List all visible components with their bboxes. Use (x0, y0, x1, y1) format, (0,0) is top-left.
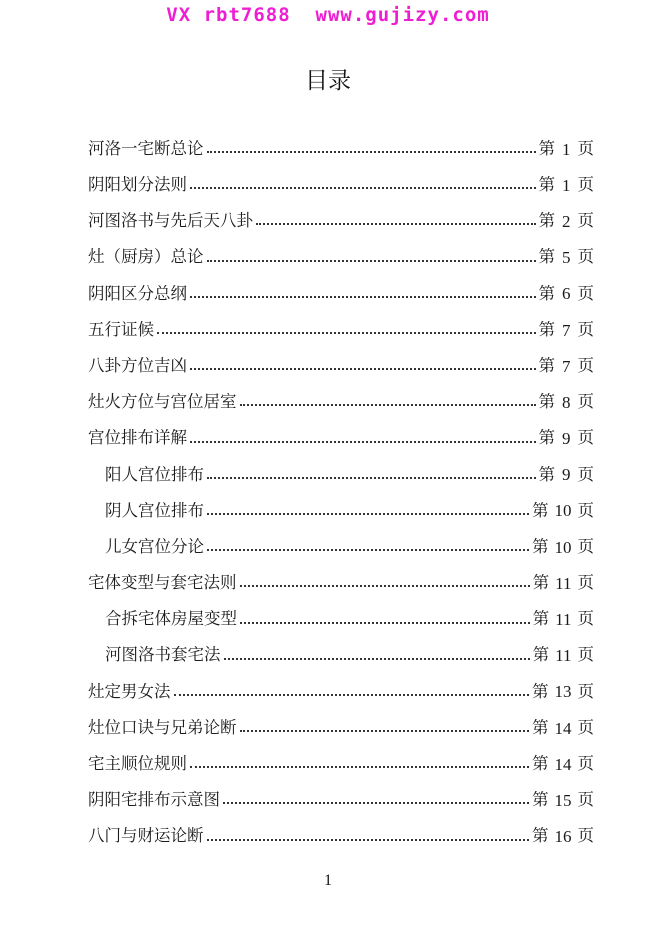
page-suffix: 页 (577, 573, 594, 593)
toc-page-ref (539, 285, 595, 302)
toc-entry[interactable] (88, 638, 594, 674)
dot-leader (190, 296, 536, 298)
toc-page-ref (539, 177, 595, 194)
toc-entry[interactable] (88, 167, 594, 203)
toc-entry-title: 儿女宫位分论 (105, 536, 204, 556)
toc-page-ref (532, 792, 594, 809)
dot-leader (190, 441, 536, 443)
toc-entry-title: 五行证候 (88, 319, 154, 339)
toc-entry[interactable] (88, 421, 594, 457)
page-prefix: 第 (538, 355, 555, 375)
toc-entry-title: 宫位排布详解 (88, 428, 187, 448)
toc-page-number: 10 (554, 501, 572, 521)
toc-page-number: 14 (554, 718, 572, 738)
toc-page-ref (538, 355, 595, 376)
toc-page-ref (538, 319, 595, 340)
page-prefix: 第 (532, 536, 549, 556)
toc-page-number: 5 (562, 248, 571, 268)
page-suffix: 页 (577, 681, 594, 701)
page-prefix: 第 (538, 175, 555, 195)
page-suffix: 页 (577, 247, 594, 267)
toc-page-ref (532, 756, 594, 773)
toc-entry[interactable] (88, 312, 594, 348)
toc-entry[interactable] (88, 746, 594, 782)
watermark-text: VX rbt7688 www.gujizy.com (166, 4, 490, 26)
toc-page-ref (539, 394, 595, 411)
toc-page-number: 14 (554, 754, 572, 774)
toc-entry-title: 灶定男女法 (88, 681, 171, 701)
dot-leader (240, 622, 530, 624)
toc-entry[interactable] (88, 782, 594, 818)
page-prefix: 第 (532, 609, 550, 629)
page-prefix: 第 (538, 392, 555, 412)
page-prefix: 第 (532, 826, 549, 846)
toc-page-number: 16 (554, 827, 572, 847)
toc-entry[interactable] (88, 529, 594, 565)
page-suffix: 页 (577, 790, 594, 810)
toc-page-number: 9 (562, 465, 571, 485)
toc-entry-title: 阳人宫位排布 (105, 464, 204, 484)
toc-entry[interactable] (88, 710, 594, 746)
page-title: 目录 (305, 68, 351, 94)
toc-page-number: 11 (555, 646, 572, 666)
toc-entry[interactable] (88, 276, 594, 312)
dot-leader (240, 730, 530, 732)
page-prefix: 第 (538, 428, 555, 448)
page-prefix: 第 (532, 500, 549, 520)
toc-page-ref (539, 430, 595, 447)
dot-leader (174, 694, 530, 696)
dot-leader (207, 151, 536, 153)
toc-page-ref (538, 138, 595, 159)
page-suffix: 页 (577, 319, 594, 339)
dot-leader (157, 332, 536, 334)
toc-page-ref (532, 828, 594, 845)
toc-page-ref (532, 502, 594, 519)
toc-entry[interactable] (88, 240, 594, 276)
toc-page-number: 13 (554, 682, 572, 702)
page-suffix: 页 (577, 355, 594, 375)
toc-page-ref (533, 575, 594, 592)
toc-page-ref (533, 611, 594, 628)
page-prefix: 第 (532, 645, 550, 665)
toc-page-ref (533, 647, 594, 664)
toc-entry-title: 灶位口诀与兄弟论断 (88, 717, 237, 737)
page-suffix: 页 (577, 428, 594, 448)
page-suffix: 页 (577, 754, 594, 774)
dot-leader (207, 513, 529, 515)
toc-page-number: 2 (562, 211, 571, 231)
toc-entry-title: 阴阳宅排布示意图 (88, 790, 220, 810)
toc-page-number: 8 (562, 392, 571, 412)
page-prefix: 第 (532, 573, 550, 593)
page-suffix: 页 (577, 645, 594, 665)
toc-entry-title: 合拆宅体房屋变型 (105, 609, 237, 629)
toc-entry[interactable] (88, 601, 594, 637)
toc-entry[interactable] (88, 131, 594, 167)
toc-page-number: 11 (555, 573, 572, 593)
toc-entry-title: 灶（厨房）总论 (88, 247, 204, 267)
dot-leader (190, 187, 536, 189)
toc-entry[interactable] (88, 384, 594, 420)
toc-entry-title: 阴阳区分总纲 (88, 283, 187, 303)
page-prefix: 第 (538, 211, 555, 231)
page-prefix: 第 (538, 283, 555, 303)
toc-entry-title: 河洛一宅断总论 (88, 138, 204, 158)
dot-leader (190, 368, 536, 370)
toc-entry-title: 灶火方位与宫位居室 (88, 392, 237, 412)
dot-leader (256, 223, 536, 225)
toc-entry-title: 阴人宫位排布 (105, 500, 204, 520)
page-prefix: 第 (538, 138, 555, 158)
page-prefix: 第 (538, 247, 555, 267)
dot-leader (207, 549, 529, 551)
page-suffix: 页 (577, 500, 594, 520)
toc-entry[interactable] (88, 203, 594, 239)
toc-entry[interactable] (88, 348, 594, 384)
page-suffix: 页 (577, 175, 594, 195)
toc-page-number: 7 (562, 356, 571, 376)
toc-page-ref (539, 466, 595, 483)
dot-leader (207, 477, 536, 479)
toc-page-number: 15 (554, 790, 572, 810)
page-suffix: 页 (577, 536, 594, 556)
toc-page-number: 10 (554, 537, 572, 557)
dot-leader (207, 260, 536, 262)
page-suffix: 页 (577, 609, 594, 629)
toc-page-number: 1 (562, 175, 571, 195)
toc-entry-title: 河图洛书与先后天八卦 (88, 211, 253, 231)
page-suffix: 页 (577, 283, 594, 303)
dot-leader (190, 766, 529, 768)
toc-page-ref (532, 683, 594, 700)
page-prefix: 第 (538, 464, 555, 484)
dot-leader (207, 839, 530, 841)
toc-page-number: 6 (562, 284, 571, 304)
toc-page-ref (532, 717, 594, 738)
page-suffix: 页 (577, 717, 594, 737)
dot-leader (224, 658, 530, 660)
table-of-contents (88, 131, 594, 855)
page-prefix: 第 (532, 754, 549, 774)
page-suffix: 页 (577, 211, 594, 231)
toc-entry-title: 宅主顺位规则 (88, 754, 187, 774)
toc-page-ref (539, 213, 595, 230)
toc-entry[interactable] (88, 457, 594, 493)
toc-entry[interactable] (88, 565, 594, 601)
page-number: 1 (324, 872, 332, 889)
toc-page-number: 11 (555, 610, 572, 630)
toc-entry[interactable] (88, 493, 594, 529)
toc-entry-title: 八卦方位吉凶 (88, 355, 187, 375)
toc-entry-title: 八门与财运论断 (88, 826, 204, 846)
page-suffix: 页 (577, 138, 594, 158)
toc-entry-title: 宅体变型与套宅法则 (88, 573, 237, 593)
page-suffix: 页 (577, 826, 594, 846)
toc-entry[interactable] (88, 674, 594, 710)
toc-entry-title: 阴阳划分法则 (88, 175, 187, 195)
toc-entry-title: 河图洛书套宅法 (105, 645, 221, 665)
page-prefix: 第 (532, 681, 549, 701)
page-suffix: 页 (577, 464, 594, 484)
page-prefix: 第 (532, 717, 549, 737)
dot-leader (240, 585, 530, 587)
page-suffix: 页 (577, 392, 594, 412)
toc-page-number: 9 (562, 429, 571, 449)
toc-page-number: 7 (562, 320, 571, 340)
page-prefix: 第 (532, 790, 549, 810)
toc-page-ref (532, 536, 594, 557)
page-prefix: 第 (538, 319, 555, 339)
toc-entry[interactable] (88, 819, 594, 855)
toc-page-ref (539, 249, 595, 266)
dot-leader (223, 802, 529, 804)
toc-page-number: 1 (562, 139, 571, 159)
dot-leader (240, 404, 536, 406)
